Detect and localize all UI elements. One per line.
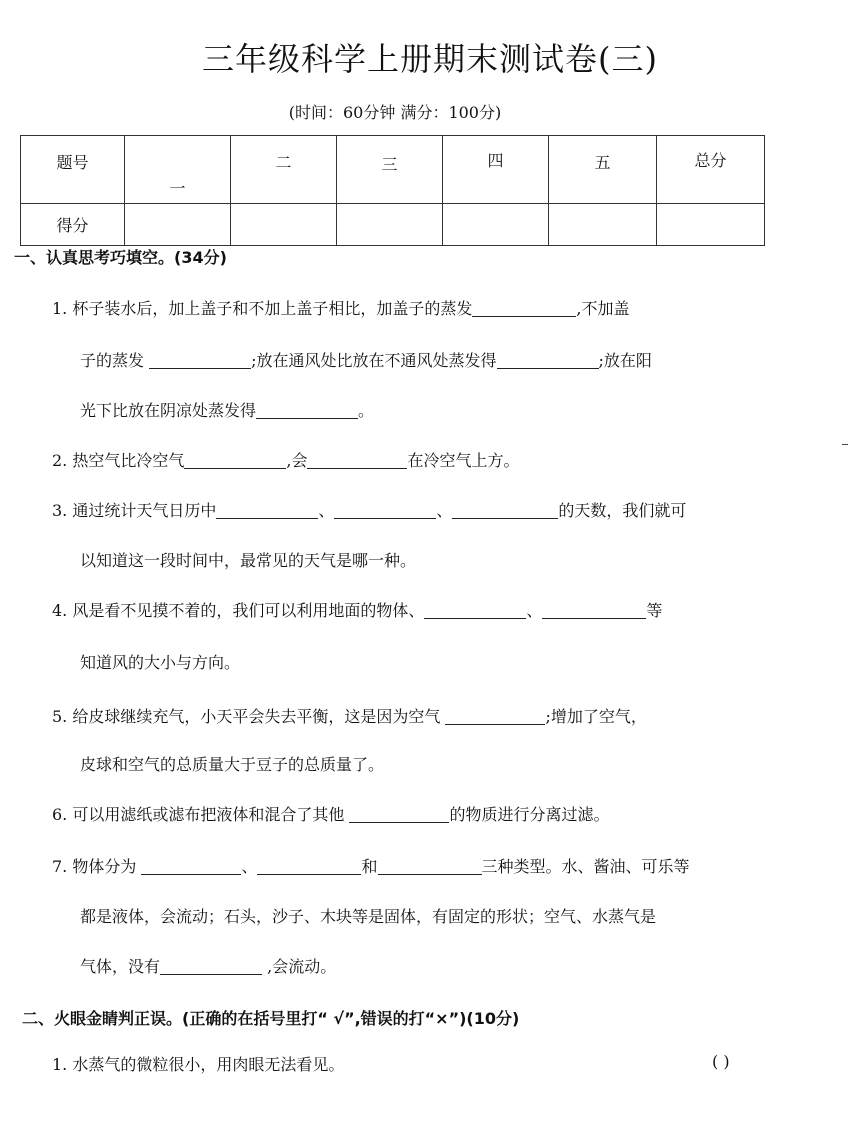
question-text: 风是看不见摸不着的，我们可以利用地面的物体、 (72, 601, 425, 620)
question-text: 水蒸气的微粒很小，用肉眼无法看见。 (72, 1055, 345, 1074)
question-number: 6. (52, 805, 68, 824)
question-3-line-2: 以知道这一段时间中，最常见的天气是哪一种。 (80, 551, 417, 570)
question-7-line-2: 都是液体，会流动；石头，沙子、木块等是固体，有固定的形状；空气、水蒸气是 (80, 907, 657, 926)
answer-blank[interactable] (452, 500, 558, 519)
question-number: 7. (52, 857, 68, 876)
answer-blank[interactable] (334, 500, 436, 519)
answer-blank[interactable] (184, 450, 286, 469)
score-table (20, 135, 765, 246)
question-number: 1. (52, 1055, 68, 1074)
question-text: ,会 (286, 451, 308, 470)
score-cell[interactable] (549, 204, 657, 246)
row-label-score: 得分 (21, 204, 125, 246)
question-number: 5. (52, 707, 68, 726)
exam-subtitle: (时间：60分钟 满分：100分) (288, 103, 502, 122)
question-text: 子的蒸发 (80, 351, 145, 370)
question-text: 。 (358, 401, 375, 420)
question-text: 物体分为 (72, 857, 137, 876)
answer-blank[interactable] (307, 450, 407, 469)
header-cell-total: 总分 (657, 136, 765, 204)
question-text: 热空气比冷空气 (72, 451, 185, 470)
question-4-line-2: 知道风的大小与方向。 (80, 653, 241, 672)
question-3-line-1 (52, 498, 686, 521)
question-text: 、 (436, 501, 453, 520)
question-text: 给皮球继续充气，小天平会失去平衡，这是因为空气 (72, 707, 441, 726)
question-text: 在冷空气上方。 (407, 451, 520, 470)
judgement-question-1 (52, 1052, 344, 1075)
header-cell-part-1: 一 (125, 136, 231, 204)
answer-blank[interactable] (497, 350, 599, 369)
header-cell-part-4: 四 (443, 136, 549, 204)
question-1-line-3 (80, 398, 374, 421)
exam-title: 三年级科学上册期末测试卷(三) (202, 40, 658, 78)
answer-blank[interactable] (160, 956, 262, 975)
question-text: 的物质进行分离过滤。 (449, 805, 610, 824)
question-text: 等 (646, 601, 663, 620)
section1-heading: 一、认真思考巧填空。(34分) (14, 248, 227, 267)
answer-blank[interactable] (149, 350, 251, 369)
question-number: 3. (52, 501, 68, 520)
header-cell-part-2: 二 (231, 136, 337, 204)
question-text: 光下比放在阴凉处蒸发得 (80, 401, 257, 420)
question-text: ;放在通风处比放在不通风处蒸发得 (251, 351, 497, 370)
question-text: 、 (241, 857, 258, 876)
score-cell[interactable] (125, 204, 231, 246)
score-cell[interactable] (231, 204, 337, 246)
score-cell[interactable] (443, 204, 549, 246)
score-table-score-row (21, 204, 765, 246)
answer-blank[interactable] (378, 856, 482, 875)
answer-blank[interactable] (257, 856, 361, 875)
question-2 (52, 448, 519, 471)
question-4-line-1 (52, 598, 662, 621)
question-1-line-1 (52, 296, 629, 319)
question-text: 和 (361, 857, 378, 876)
header-cell-part-3: 三 (337, 136, 443, 204)
answer-blank[interactable] (216, 500, 318, 519)
question-6 (52, 802, 609, 825)
question-text: 杯子装水后，加上盖子和不加上盖子相比，加盖子的蒸发 (72, 299, 473, 318)
answer-blank[interactable] (542, 600, 646, 619)
answer-parentheses[interactable]: ( ) (712, 1052, 730, 1071)
answer-blank[interactable] (424, 600, 526, 619)
question-text: ;放在阳 (598, 351, 652, 370)
answer-blank[interactable] (445, 706, 545, 725)
question-text: ,会流动。 (267, 957, 337, 976)
question-text: 的天数，我们就可 (558, 501, 687, 520)
question-number: 4. (52, 601, 68, 620)
question-5-line-1 (52, 704, 647, 727)
answer-blank[interactable] (141, 856, 241, 875)
question-text: ,不加盖 (576, 299, 630, 318)
question-number: 2. (52, 451, 68, 470)
question-7-line-1 (52, 854, 690, 877)
header-cell-part-5: 五 (549, 136, 657, 204)
score-table-header-row (21, 136, 765, 204)
question-1-line-2 (80, 348, 652, 371)
question-text: 、 (526, 601, 543, 620)
section2-heading: 二、火眼金睛判正误。(正确的在括号里打“ √”,错误的打“×”)(10分) (22, 1009, 520, 1028)
question-text: 三种类型。水、酱油、可乐等 (481, 857, 690, 876)
question-7-line-3 (80, 954, 336, 977)
score-cell[interactable] (657, 204, 765, 246)
question-text: 可以用滤纸或滤布把液体和混合了其他 (72, 805, 345, 824)
margin-mark (842, 444, 848, 445)
header-cell-question-number: 题号 (21, 136, 125, 204)
score-cell[interactable] (337, 204, 443, 246)
question-text: 气体，没有 (80, 957, 161, 976)
answer-blank[interactable] (349, 804, 449, 823)
question-5-line-2: 皮球和空气的总质量大于豆子的总质量了。 (80, 755, 385, 774)
question-number: 1. (52, 299, 68, 318)
question-text: 通过统计天气日历中 (72, 501, 217, 520)
answer-blank[interactable] (256, 400, 358, 419)
answer-blank[interactable] (472, 298, 576, 317)
question-text: ;增加了空气， (545, 707, 647, 726)
question-text: 、 (318, 501, 335, 520)
